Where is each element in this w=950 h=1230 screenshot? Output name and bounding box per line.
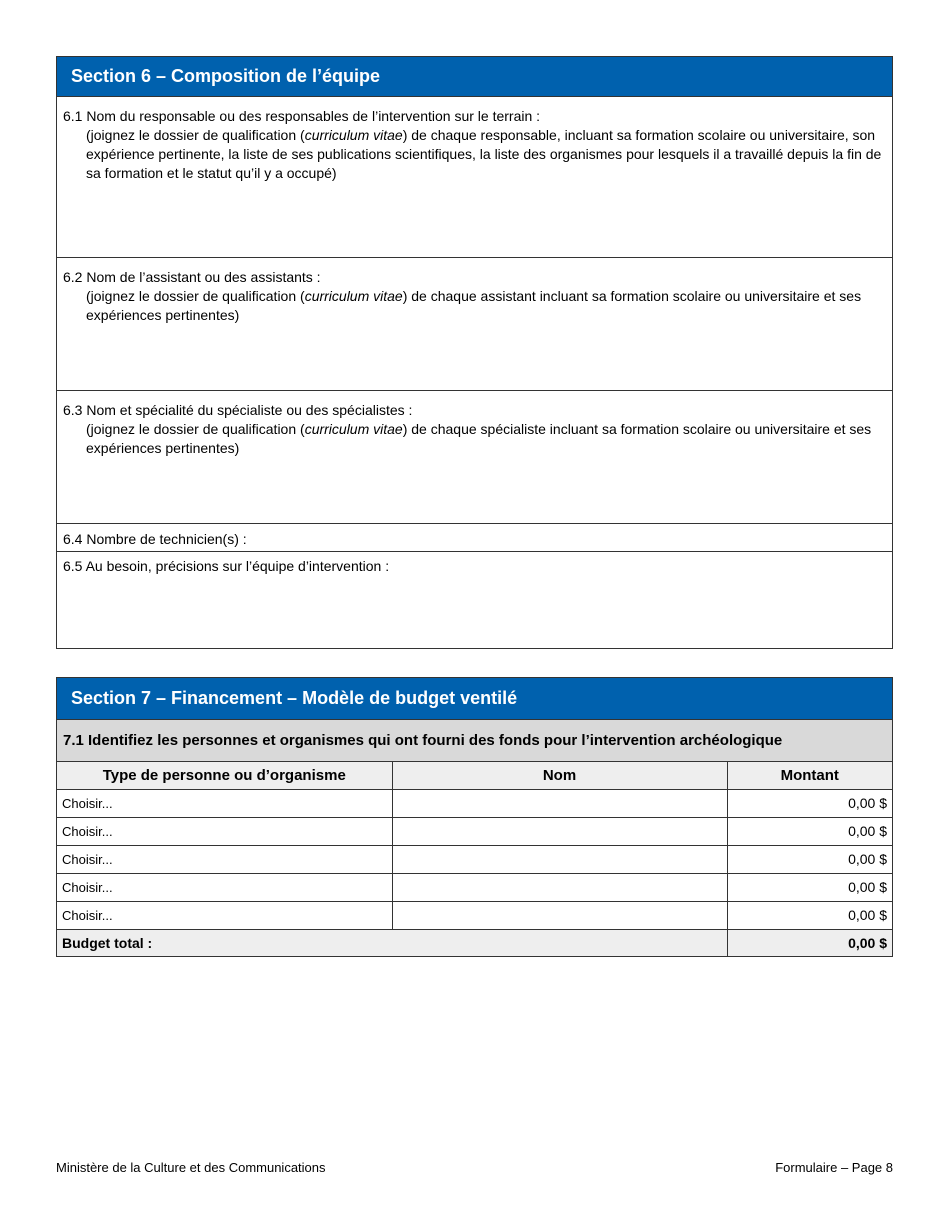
col-header-amount: Montant — [727, 762, 892, 789]
budget-total-row — [57, 929, 892, 956]
table-row — [57, 845, 892, 873]
section-7-title: Section 7 – Financement – Modèle de budget ventilé — [57, 678, 892, 720]
section-7 — [56, 677, 893, 957]
amount-field[interactable]: 0,00 $ — [727, 873, 892, 901]
field-6-5-label: 6.5 Au besoin, précisions sur l’équipe d’intervention : — [63, 558, 390, 574]
table-row — [57, 789, 892, 817]
amount-field[interactable]: 0,00 $ — [727, 817, 892, 845]
amount-field[interactable]: 0,00 $ — [727, 789, 892, 817]
table-row — [57, 873, 892, 901]
name-field[interactable] — [392, 901, 727, 929]
type-select[interactable]: Choisir... — [57, 901, 392, 929]
type-select[interactable]: Choisir... — [57, 873, 392, 901]
field-6-3-label: 6.3 Nom et spécialité du spécialiste ou des spécialistes : — [63, 402, 413, 418]
field-6-3-hint: (joignez le dossier de qualification (curriculum vitae) de chaque spécialiste incluant sa formation scolaire ou universitaire et ses expériences pertinentes) — [86, 421, 872, 456]
name-field[interactable] — [392, 789, 727, 817]
field-6-2[interactable] — [57, 258, 892, 391]
section-6 — [56, 56, 893, 649]
name-field[interactable] — [392, 817, 727, 845]
footer-ministry: Ministère de la Culture et des Communications — [56, 1160, 326, 1175]
type-select[interactable]: Choisir... — [57, 845, 392, 873]
field-6-4[interactable] — [57, 524, 892, 552]
amount-field[interactable]: 0,00 $ — [727, 845, 892, 873]
section-6-title: Section 6 – Composition de l’équipe — [57, 57, 892, 97]
section-7-1-heading: 7.1 Identifiez les personnes et organismes qui ont fourni des fonds pour l’intervention archéologique — [57, 720, 892, 762]
footer-page-number: Formulaire – Page 8 — [775, 1160, 893, 1175]
table-row — [57, 817, 892, 845]
type-select[interactable]: Choisir... — [57, 817, 392, 845]
budget-table-header — [57, 762, 892, 789]
field-6-2-label: 6.2 Nom de l’assistant ou des assistants : — [63, 269, 321, 285]
col-header-type: Type de personne ou d’organisme — [57, 762, 392, 789]
budget-table — [57, 762, 892, 956]
field-6-3[interactable] — [57, 391, 892, 524]
amount-field[interactable]: 0,00 $ — [727, 901, 892, 929]
field-6-1-label: 6.1 Nom du responsable ou des responsables de l’intervention sur le terrain : — [63, 108, 541, 124]
field-6-4-label: 6.4 Nombre de technicien(s) : — [63, 531, 247, 547]
field-6-5[interactable] — [57, 552, 892, 649]
name-field[interactable] — [392, 845, 727, 873]
field-6-1[interactable] — [57, 97, 892, 258]
budget-total-amount: 0,00 $ — [727, 929, 892, 956]
table-row — [57, 901, 892, 929]
name-field[interactable] — [392, 873, 727, 901]
budget-total-label: Budget total : — [57, 929, 727, 956]
type-select[interactable]: Choisir... — [57, 789, 392, 817]
field-6-1-hint: (joignez le dossier de qualification (curriculum vitae) de chaque responsable, incluant sa formation scolaire ou universitaire, son expérience pertinente, la liste de ses publications scientifiques, la liste des organismes pour lesquels il a travaillé depuis la fin de sa formation et le statut qu’il y a occupé) — [86, 127, 882, 181]
field-6-2-hint: (joignez le dossier de qualification (curriculum vitae) de chaque assistant incluant sa formation scolaire ou universitaire et ses expériences pertinentes) — [86, 288, 862, 323]
col-header-name: Nom — [392, 762, 727, 789]
